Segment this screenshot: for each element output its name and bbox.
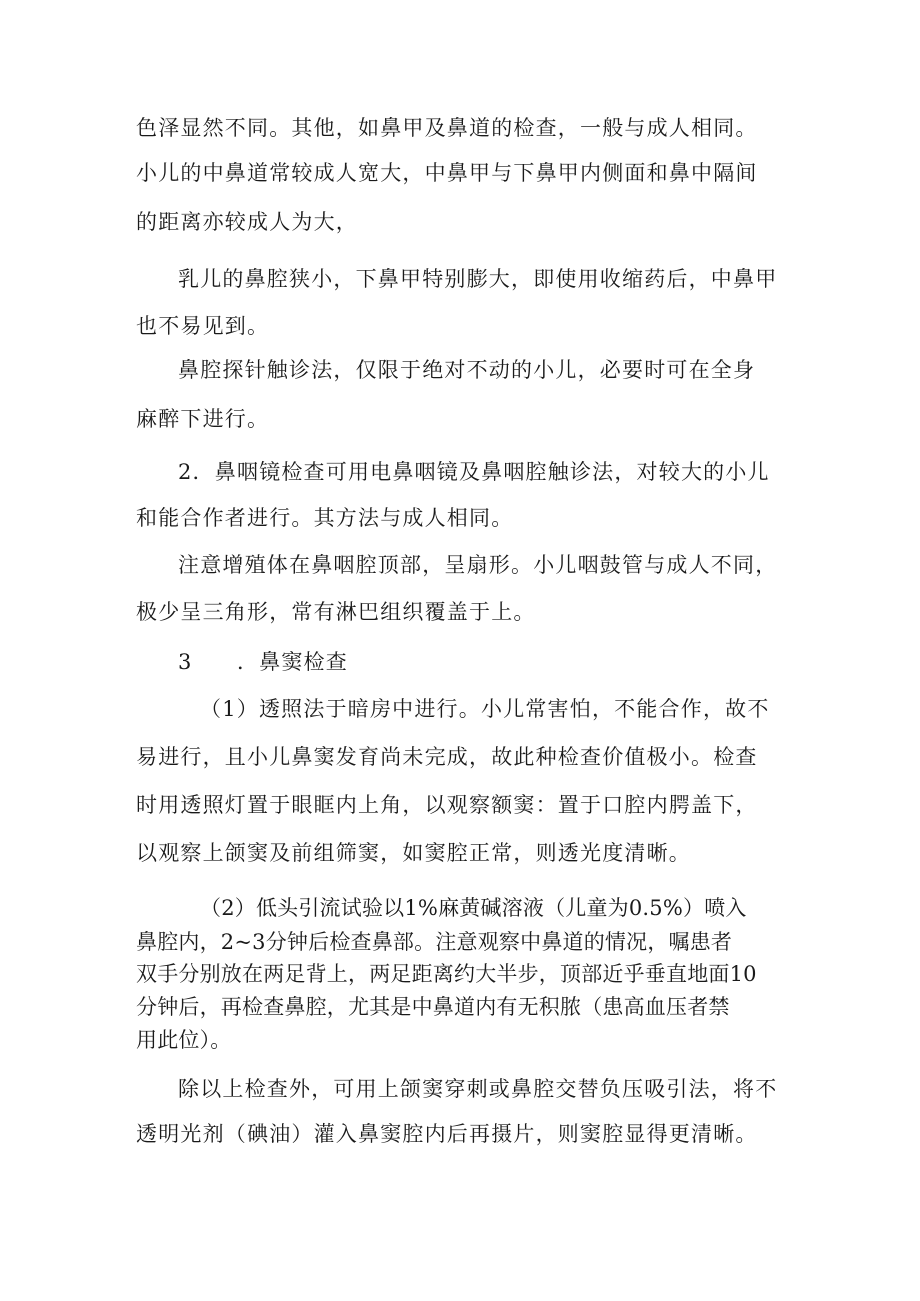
text-line-16: 以观察上颌窦及前组筛窦，如窦腔正常，则透光度清晰。: [136, 841, 691, 865]
text-line-18: 鼻腔内，2~3分钟后检查鼻部。注意观察中鼻道的情况，嘱患者: [136, 930, 733, 954]
text-line-11: 极少呈三角形，常有淋巴组织覆盖于上。: [136, 600, 536, 624]
text-line-10: 注意增殖体在鼻咽腔顶部，呈扇形。小儿咽鼓管与成人不同，: [178, 553, 778, 577]
text-line-20: 分钟后，再检查鼻腔，尤其是中鼻道内有无积脓（患高血压者禁: [136, 995, 730, 1019]
text-line-15: 时用透照灯置于眼眶内上角，以观察额窦：置于口腔内腭盖下，: [136, 793, 758, 817]
text-line-7: 麻醉下进行。: [136, 407, 270, 431]
text-line-9: 和能合作者进行。其方法与成人相同。: [136, 506, 514, 530]
text-line-13: （1）透照法于暗房中进行。小儿常害怕，不能合作，故不: [200, 697, 770, 721]
text-line-19: 双手分别放在两足背上，两足距离约大半步，顶部近乎垂直地面10: [136, 962, 757, 986]
text-line-8: 2．鼻咽镜检查可用电鼻咽镜及鼻咽腔触诊法，对较大的小儿: [178, 460, 770, 484]
text-line-21: 用此位）。: [136, 1028, 232, 1052]
text-line-1: 色泽显然不同。其他，如鼻甲及鼻道的检查，一般与成人相同。: [136, 116, 758, 140]
section-heading-3: 3 ．鼻窦检查: [178, 650, 348, 674]
text-line-17: （2）低头引流试验以1%麻黄碱溶液（儿童为0.5%）喷入: [200, 896, 747, 920]
text-line-14: 易进行，且小儿鼻窦发育尚未完成，故此种检查价值极小。检查: [136, 745, 758, 769]
text-line-4: 乳儿的鼻腔狭小，下鼻甲特别膨大，即使用收缩药后，中鼻甲: [178, 267, 778, 291]
text-line-3: 的距离亦较成人为大，: [136, 210, 358, 234]
text-line-22: 除以上检查外，可用上颌窦穿刺或鼻腔交替负压吸引法，将不: [178, 1077, 778, 1101]
text-line-6: 鼻腔探针触诊法，仅限于绝对不动的小儿，必要时可在全身: [178, 358, 756, 382]
text-line-23: 透明光剂（碘油）灌入鼻窦腔内后再摄片，则窦腔显得更清晰。: [136, 1122, 758, 1146]
text-line-5: 也不易见到。: [136, 314, 270, 338]
text-line-2: 小儿的中鼻道常较成人宽大，中鼻甲与下鼻甲内侧面和鼻中隔间: [136, 161, 758, 185]
